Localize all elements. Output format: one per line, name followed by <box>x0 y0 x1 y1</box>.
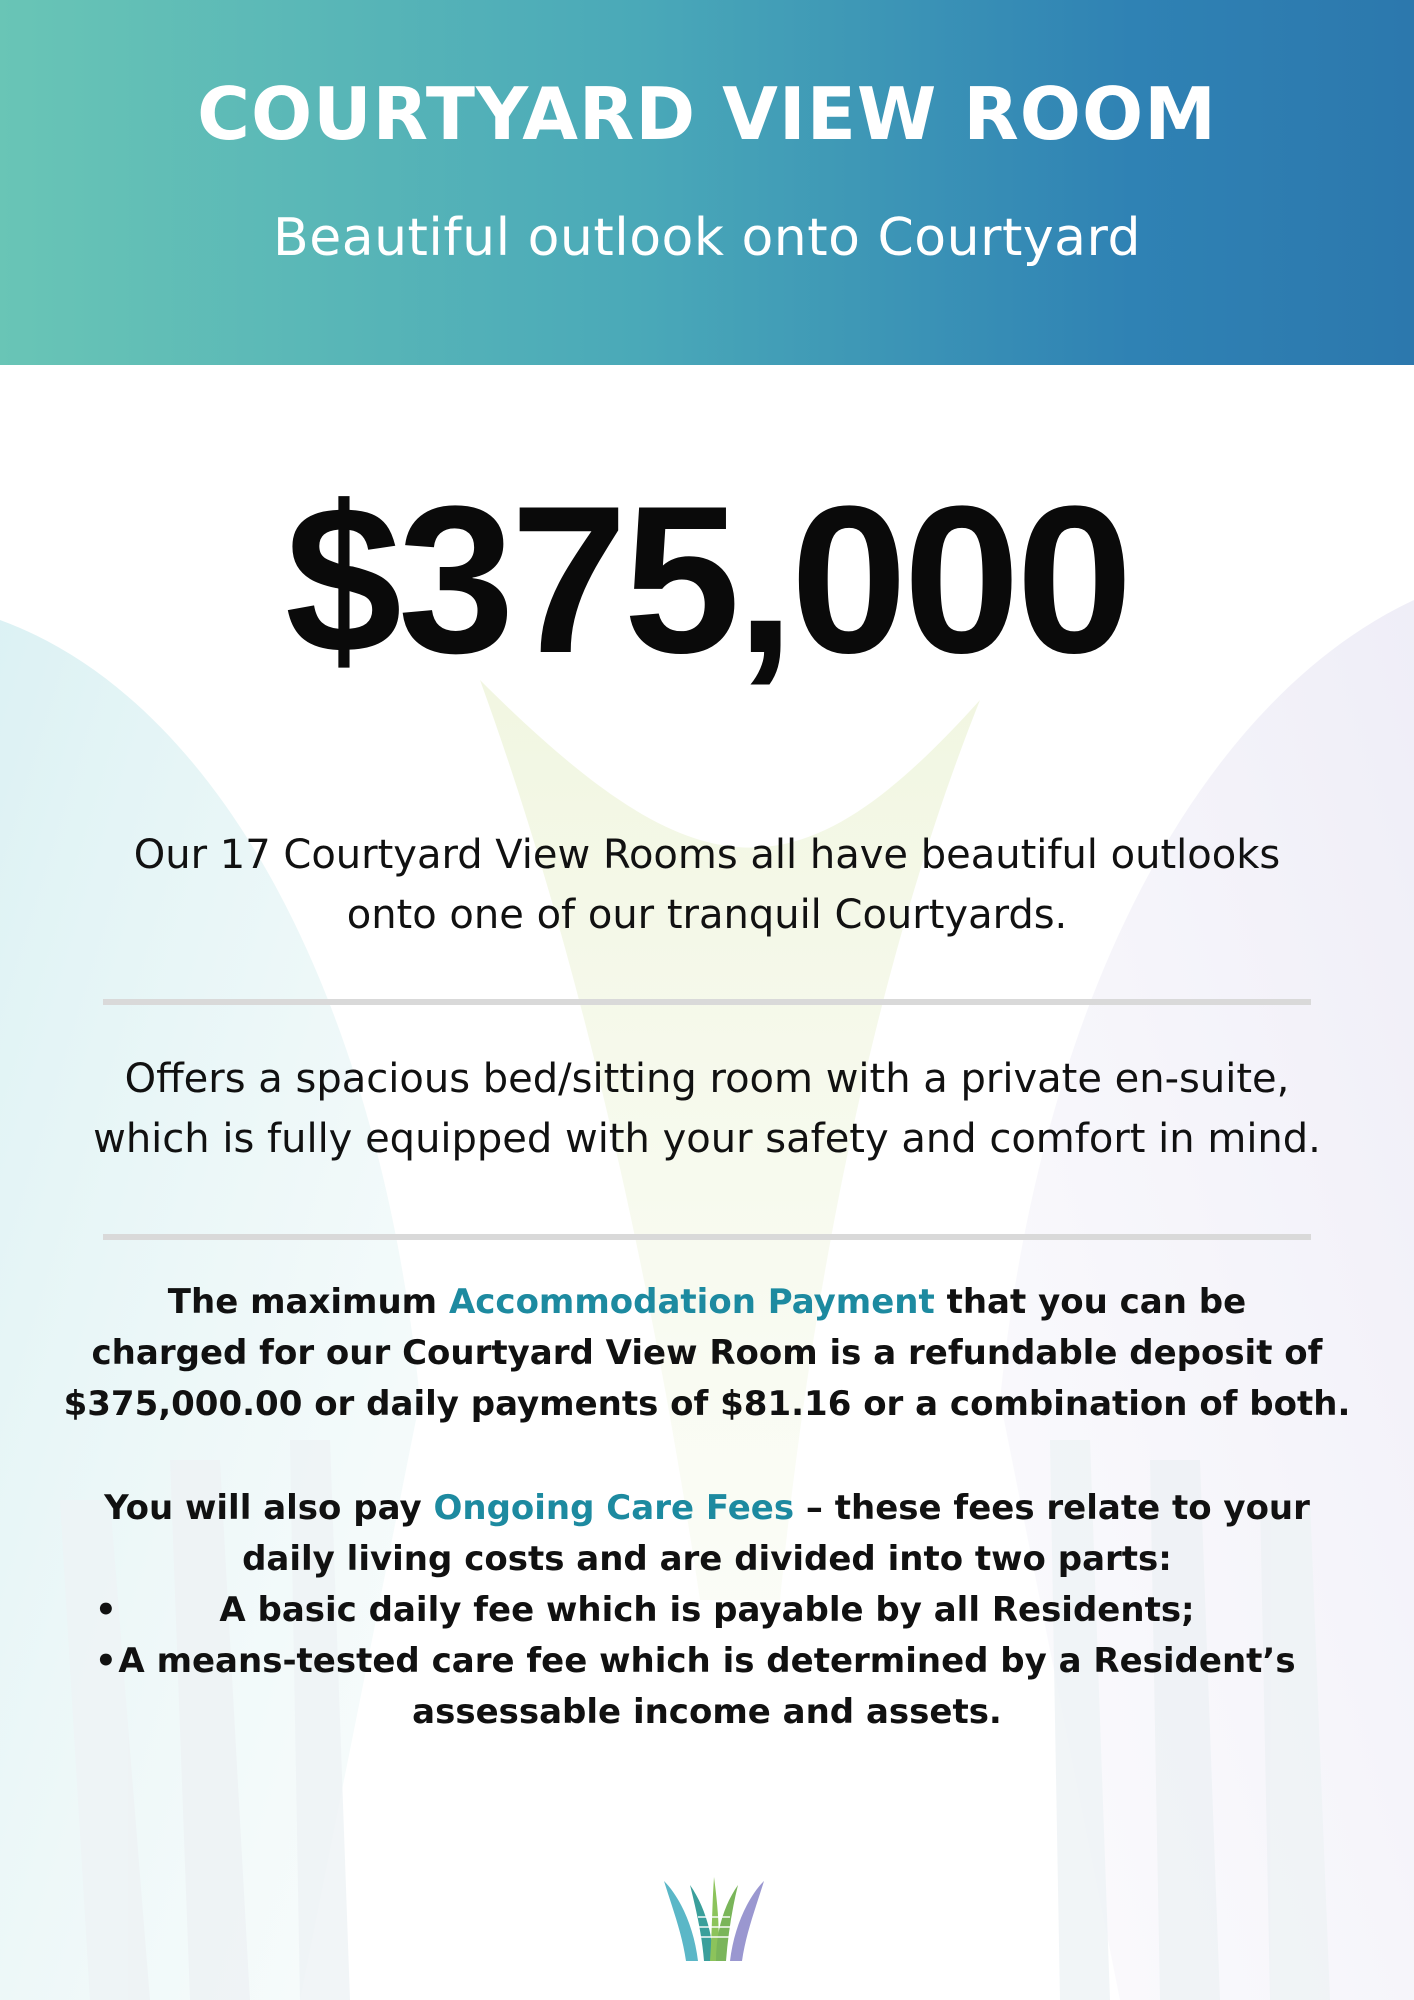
ongoing-care-fees-link[interactable]: Ongoing Care Fees <box>433 1488 795 1528</box>
brand-logo-icon <box>660 1877 768 1963</box>
care-fees-prefix: You will also pay <box>104 1488 434 1528</box>
divider <box>103 999 1311 1005</box>
bullet-icon: • <box>95 1641 117 1681</box>
care-fees-line <box>0 1483 1414 1534</box>
care-fees-paragraph <box>0 1483 1414 1585</box>
accommodation-suffix: that you can be <box>934 1282 1247 1322</box>
accommodation-prefix: The maximum <box>167 1282 449 1322</box>
page-title: COURTYARD VIEW ROOM <box>197 72 1217 156</box>
features-line: which is fully equipped with your safety and comfort in mind. <box>93 1116 1321 1162</box>
page-subtitle: Beautiful outlook onto Courtyard <box>273 208 1141 268</box>
header-banner <box>0 0 1414 365</box>
accommodation-line <box>0 1277 1414 1328</box>
description-line: Our 17 Courtyard View Rooms all have beautiful outlooks <box>133 832 1281 878</box>
features-line: Offers a spacious bed/sitting room with a private en-suite, <box>124 1056 1290 1102</box>
accommodation-payment-link[interactable]: Accommodation Payment <box>448 1282 935 1322</box>
care-fees-line: daily living costs and are divided into two parts: <box>242 1539 1172 1579</box>
features-paragraph <box>0 1049 1414 1169</box>
accommodation-line: $375,000.00 or daily payments of $81.16 or a combination of both. <box>63 1384 1351 1424</box>
bullet-icon: • <box>95 1590 117 1630</box>
divider <box>103 1234 1311 1240</box>
care-fees-suffix: – these fees relate to your <box>794 1488 1310 1528</box>
bullet-item <box>0 1636 1414 1738</box>
description-paragraph <box>0 825 1414 945</box>
accommodation-paragraph <box>0 1277 1414 1430</box>
bullet-item-line: A means-tested care fee which is determined by a Resident’s <box>118 1641 1296 1681</box>
description-line: onto one of our tranquil Courtyards. <box>346 892 1068 938</box>
bullet-item: A basic daily fee which is payable by all Residents; <box>219 1590 1195 1630</box>
bullet-item-line: assessable income and assets. <box>412 1692 1002 1732</box>
price-heading: $375,000 <box>285 462 1129 697</box>
accommodation-line: charged for our Courtyard View Room is a refundable deposit of <box>91 1333 1323 1373</box>
